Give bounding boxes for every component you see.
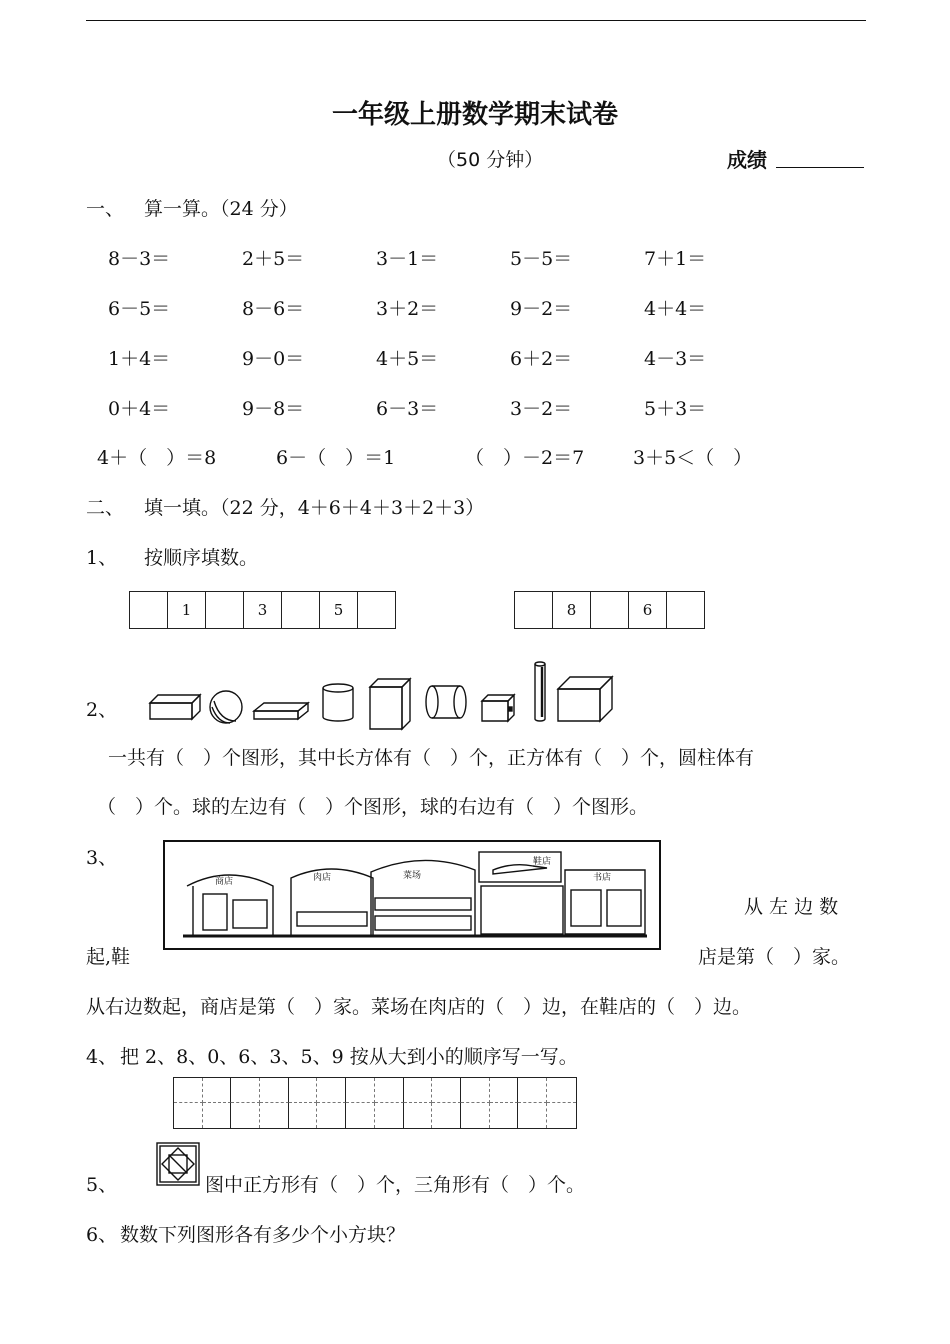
shop-sign-vegetable: 菜场: [403, 871, 422, 881]
q2-label: 2、: [86, 699, 118, 721]
arith-item[interactable]: 3－1＝: [376, 248, 439, 270]
small-cube-shape: [482, 695, 514, 721]
sequence-cell[interactable]: [282, 592, 320, 628]
sequence-cell[interactable]: [358, 592, 395, 628]
top-rule: [86, 20, 866, 21]
q3-label: 3、: [86, 847, 118, 869]
q4-label: 4、: [86, 1046, 118, 1068]
sequence-cell[interactable]: [667, 592, 704, 628]
score-label: 成绩: [727, 148, 767, 172]
sequence-boxes-a: [129, 591, 396, 629]
sequence-boxes-b: [514, 591, 705, 629]
arith-item[interactable]: 7＋1＝: [644, 248, 707, 270]
arith-item[interactable]: 9－0＝: [242, 348, 305, 370]
q6-text: 数数下列图形各有多少个小方块？: [120, 1224, 406, 1246]
cylinder-shape: [323, 684, 353, 721]
shop-street-illustration: [163, 840, 661, 950]
cuboid-shape: [150, 695, 200, 719]
large-cube-shape: [558, 677, 612, 721]
arith-item[interactable]: 3－2＝: [510, 398, 573, 420]
blank-item[interactable]: 4＋（ ）＝8: [97, 447, 217, 469]
thin-cylinder-shape: [535, 662, 545, 721]
arith-item[interactable]: 4－3＝: [644, 348, 707, 370]
writing-grid[interactable]: [173, 1077, 577, 1129]
q1-text: 按顺序填数。: [144, 547, 259, 569]
q2-line1: 一共有（ ）个图形，其中长方体有（ ）个，正方体有（ ）个，圆柱体有: [108, 747, 755, 769]
lying-cylinder-shape: [426, 686, 466, 718]
sequence-cell[interactable]: [515, 592, 553, 628]
section2-heading: 填一填。（22 分，4＋6＋4＋3＋2＋3）: [144, 497, 485, 519]
score-blank[interactable]: [776, 167, 864, 168]
exam-duration: （50 分钟）: [437, 149, 544, 171]
q3-text-right: 从 左 边 数: [744, 896, 839, 918]
arith-item[interactable]: 6－5＝: [108, 298, 171, 320]
q2-line2: （ ）个。球的左边有（ ）个图形，球的右边有（ ）个图形。: [97, 796, 649, 818]
arith-item[interactable]: 9－2＝: [510, 298, 573, 320]
sequence-cell: 6: [629, 592, 667, 628]
arith-item[interactable]: 8－6＝: [242, 298, 305, 320]
blank-item[interactable]: 6－（ ）＝1: [276, 447, 396, 469]
page-title: 一年级上册数学期末试卷: [331, 100, 618, 130]
q5-label: 5、: [86, 1174, 118, 1196]
section1-heading: 算一算。（24 分）: [144, 198, 298, 220]
q5-text: 图中正方形有（ ）个，三角形有（ ）个。: [205, 1174, 586, 1196]
sequence-cell[interactable]: [130, 592, 168, 628]
flat-cuboid-shape: [254, 703, 308, 719]
q3-line3: 从右边数起，商店是第（ ）家。菜场在肉店的（ ）边，在鞋店的（ ）边。: [86, 996, 752, 1018]
blank-item[interactable]: 3＋5＜（ ）: [633, 447, 753, 469]
arith-item[interactable]: 6＋2＝: [510, 348, 573, 370]
section1-number: 一、: [86, 198, 125, 220]
blank-item[interactable]: （ ）－2＝7: [465, 447, 585, 469]
q3-text-line2-left: 起,鞋: [86, 946, 131, 968]
q3-text-line2-right: 店是第（ ）家。: [698, 946, 851, 968]
solid-shapes-figure: [140, 655, 620, 735]
sequence-cell: 3: [244, 592, 282, 628]
sequence-cell: 5: [320, 592, 358, 628]
q6-label: 6、: [86, 1224, 118, 1246]
sequence-cell: 1: [168, 592, 206, 628]
arith-item[interactable]: 2＋5＝: [242, 248, 305, 270]
shop-sign-store: 商店: [215, 877, 234, 887]
sphere-shape: [210, 691, 242, 723]
nested-squares-figure: [156, 1142, 200, 1186]
sequence-cell: 8: [553, 592, 591, 628]
arith-item[interactable]: 1＋4＝: [108, 348, 171, 370]
arith-item[interactable]: 4＋5＝: [376, 348, 439, 370]
arith-item[interactable]: 9－8＝: [242, 398, 305, 420]
sequence-cell[interactable]: [206, 592, 244, 628]
arith-item[interactable]: 5－5＝: [510, 248, 573, 270]
arith-item[interactable]: 0＋4＝: [108, 398, 171, 420]
tall-cuboid-shape: [370, 679, 410, 729]
shop-sign-book: 书店: [593, 873, 612, 883]
arith-item[interactable]: 8－3＝: [108, 248, 171, 270]
shop-sign-shoe: 鞋店: [533, 857, 552, 867]
sequence-cell[interactable]: [591, 592, 629, 628]
arith-item[interactable]: 5＋3＝: [644, 398, 707, 420]
section2-number: 二、: [86, 497, 125, 519]
arith-item[interactable]: 6－3＝: [376, 398, 439, 420]
arith-item[interactable]: 3＋2＝: [376, 298, 439, 320]
q4-text: 把 2、8、0、6、3、5、9 按从大到小的顺序写一写。: [120, 1046, 578, 1068]
arith-item[interactable]: 4＋4＝: [644, 298, 707, 320]
q1-label: 1、: [86, 547, 118, 569]
shop-sign-meat: 肉店: [313, 873, 332, 883]
